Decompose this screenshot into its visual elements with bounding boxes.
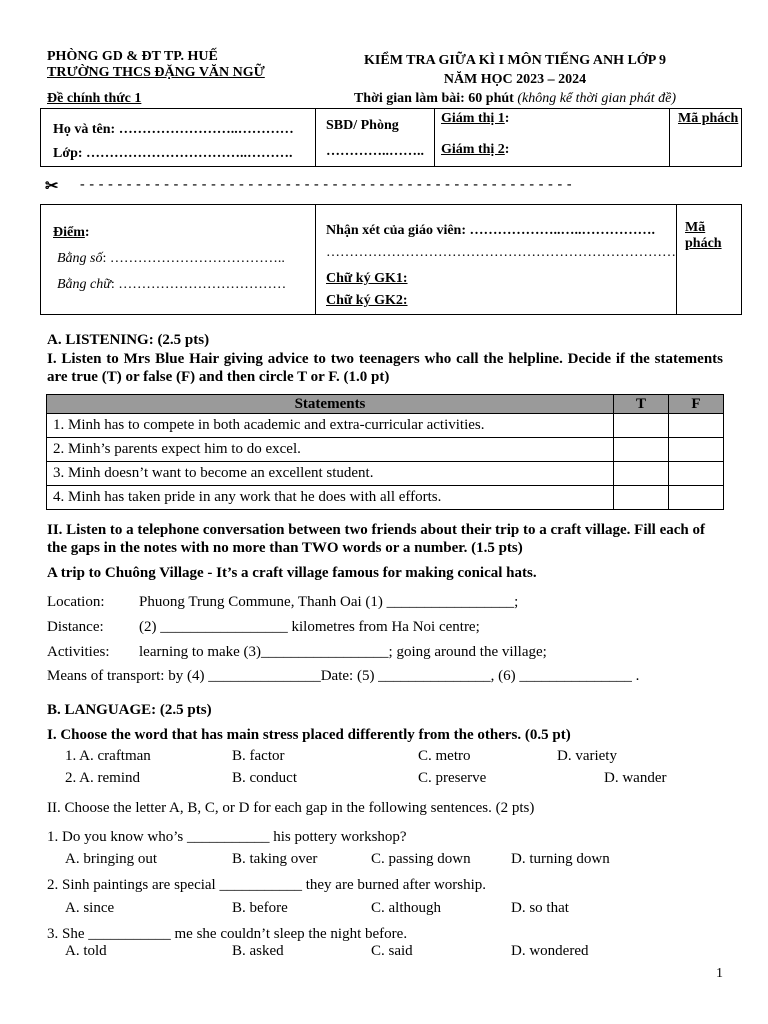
official-label: Đề chính thức 1 (47, 91, 142, 106)
proctor2-label: Giám thị 2 (441, 142, 505, 157)
q3-option-c[interactable]: C. said (371, 943, 413, 959)
code-cell (670, 109, 742, 167)
false-cell[interactable] (669, 438, 724, 462)
activities-text[interactable]: learning to make (3)_________________; going around the village; (139, 644, 547, 660)
section-b-title: B. LANGUAGE: (2.5 pts) (47, 702, 212, 718)
by-number-field[interactable]: ……………………………….. (109, 251, 285, 266)
statement-text: 3. Minh doesn’t want to become an excellent student. (47, 462, 614, 486)
activities-label: Activities: (47, 644, 110, 660)
by-word-field[interactable]: ……………………………… (118, 277, 287, 292)
proctor-cell: Giám thị 1: Giám thị 2: (435, 109, 670, 167)
scissors-icon: ✂ (45, 178, 59, 195)
comment-field[interactable]: Nhận xét của giáo viên: ………………..…..……………. (326, 223, 655, 238)
comment-dots[interactable]: ………………………………………………………………… (326, 245, 676, 260)
code-cell-2 (677, 205, 742, 315)
sbd-label: SBD/ Phòng (326, 118, 399, 133)
class-field[interactable]: Lớp: ……………………………..………. (53, 146, 293, 161)
name-field[interactable]: Họ và tên: ……………………..………… (53, 122, 294, 137)
header-right (300, 51, 730, 108)
section-b-q2: II. Choose the letter A, B, C, or D for each gap in the following sentences. (2 pts) (47, 800, 535, 816)
false-cell[interactable] (669, 462, 724, 486)
question-2: 2. Sinh paintings are special ___________ they are burned after worship. (47, 877, 487, 893)
section-a-q2: II. Listen to a telephone conversation between two friends about their trip to a craft village. Fill each of the gaps in the notes with no more than TWO words or a number. (1.5 pts) (47, 522, 705, 556)
section-a-q1: I. Listen to Mrs Blue Hair giving advice to two teenagers who call the helpline. Decide if the statements are true (T) or false (F) and then circle T or F. (1.0 pt) (47, 351, 723, 385)
location-text[interactable]: Phuong Trung Commune, Thanh Oai (1) _________________; (139, 594, 519, 610)
q2-option-c[interactable]: C. although (371, 900, 441, 916)
q2-option-d[interactable]: D. so that (511, 900, 569, 916)
true-cell[interactable] (614, 486, 669, 510)
stress-1-b[interactable]: B. factor (232, 748, 285, 764)
statement-text: 1. Minh has to compete in both academic and extra-curricular activities. (47, 414, 614, 438)
proctor1-label: Giám thị 1 (441, 111, 505, 126)
student-info-cell (41, 109, 316, 167)
sign2-label: Chữ ký GK2: (326, 293, 408, 308)
code-label-2: Mã phách (685, 220, 722, 251)
stress-2-a[interactable]: 2. A. remind (65, 770, 140, 786)
distance-label: Distance: (47, 619, 104, 635)
stress-1-d[interactable]: D. variety (557, 748, 617, 764)
question-3: 3. She ___________ me she couldn’t sleep the night before. (47, 926, 408, 942)
exam-title: KIỂM TRA GIỮA KÌ I MÔN TIẾNG ANH LỚP 9 (364, 53, 666, 68)
q3-option-b[interactable]: B. asked (232, 943, 284, 959)
transport-text[interactable]: Means of transport: by (4) _______________Date: (5) _______________, (6) _______________ . (47, 668, 640, 684)
true-cell[interactable] (614, 462, 669, 486)
header-left (47, 49, 265, 81)
stress-1-c[interactable]: C. metro (418, 748, 471, 764)
section-a-title: A. LISTENING: (2.5 pts) (47, 332, 210, 348)
q1-option-a[interactable]: A. bringing out (65, 851, 158, 867)
trip-title: A trip to Chuông Village - It’s a craft village famous for making conical hats. (47, 565, 537, 581)
q2-option-a[interactable]: A. since (65, 900, 115, 916)
q1-option-b[interactable]: B. taking over (232, 851, 318, 867)
q3-option-d[interactable]: D. wondered (511, 943, 589, 959)
q3-option-a[interactable]: A. told (65, 943, 107, 959)
table-row (47, 438, 724, 462)
page-number: 1 (716, 966, 723, 981)
sign1-label: Chữ ký GK1: (326, 271, 408, 286)
comment-cell (316, 205, 677, 315)
stress-2-c[interactable]: C. preserve (418, 770, 487, 786)
score-label: Điểm (53, 225, 85, 240)
school-year: NĂM HỌC 2023 – 2024 (443, 72, 587, 87)
time-label: Thời gian làm bài: 60 phút (353, 91, 514, 106)
cut-line: - - - - - - - - - - - - - - - - - - - - - - - - - - - - - - - - - - - - - - - - - - - - - - - - - - - - - (80, 177, 573, 192)
statement-text: 4. Minh has taken pride in any work that he does with all efforts. (47, 486, 614, 510)
code-label-1: Mã phách (678, 111, 739, 126)
table-row (47, 486, 724, 510)
sbd-field[interactable]: …………..…….. (326, 144, 424, 159)
q1-option-d[interactable]: D. turning down (511, 851, 610, 867)
col-true: T (614, 395, 669, 414)
sbd-cell (316, 109, 435, 167)
stress-1-a[interactable]: 1. A. craftman (65, 748, 151, 764)
true-cell[interactable] (614, 438, 669, 462)
time-note: (không kể thời gian phát đề) (517, 91, 677, 106)
q1-option-c[interactable]: C. passing down (371, 851, 471, 867)
score-cell: Điểm: Bằng số: ……………………………….. Bằng chữ: ……………………………… (41, 205, 316, 315)
dept-name: PHÒNG GD & ĐT TP. HUẾ (47, 49, 218, 64)
q2-option-b[interactable]: B. before (232, 900, 288, 916)
location-label: Location: (47, 594, 105, 610)
table-row (47, 462, 724, 486)
false-cell[interactable] (669, 486, 724, 510)
by-number-label: Bằng số (57, 251, 103, 266)
section-b-q1: I. Choose the word that has main stress placed differently from the others. (0.5 pt) (47, 727, 571, 743)
stress-2-b[interactable]: B. conduct (232, 770, 297, 786)
stress-2-d[interactable]: D. wander (604, 770, 667, 786)
statement-text: 2. Minh’s parents expect him to do excel. (47, 438, 614, 462)
student-info-box (40, 108, 742, 167)
true-cell[interactable] (614, 414, 669, 438)
false-cell[interactable] (669, 414, 724, 438)
col-statements: Statements (47, 395, 614, 414)
score-box (40, 204, 742, 315)
table-row (47, 414, 724, 438)
school-name: TRƯỜNG THCS ĐẶNG VĂN NGỮ (47, 65, 265, 80)
by-word-label: Bằng chữ (57, 277, 111, 292)
col-false: F (669, 395, 724, 414)
question-1: 1. Do you know who’s ___________ his pottery workshop? (47, 829, 407, 845)
distance-text[interactable]: (2) _________________ kilometres from Ha Noi centre; (139, 619, 480, 635)
statements-table (46, 394, 724, 510)
